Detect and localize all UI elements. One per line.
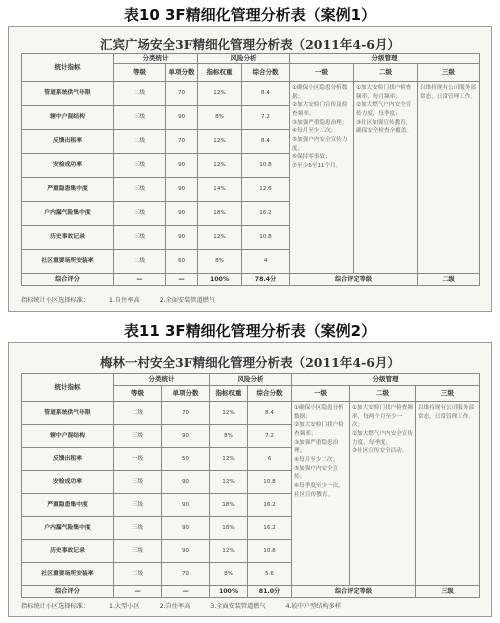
row-total: 16.2 [248,517,292,540]
header-manage: 分级管理 [290,54,480,64]
row-name: 户内漏气险集中度 [22,517,114,540]
row-name: 管道系统供气年限 [22,402,114,425]
lv2-measures: ①加大安检门找户检查频率，每月频率； ②加大燃气户内安全宣传力度，每季度； ③社区加强宣传教育，确保安全检查全覆盖。 [354,82,418,274]
row-total: 16.2 [248,494,292,517]
analysis-table-case2 [21,373,480,598]
summary-dash: — [114,586,162,598]
row-level: 一级 [114,448,162,471]
summary-dash: — [114,274,166,286]
row-weight: 12% [198,130,242,154]
summary-label: 综合评分 [22,586,114,598]
row-name: 反馈出租率 [22,130,114,154]
row-weight: 8% [198,106,242,130]
header-index: 统计指标 [22,54,114,82]
row-total: 6 [248,448,292,471]
row-level: 三级 [114,494,162,517]
header-unit-score: 单项分数 [166,64,198,82]
row-total: 16.2 [242,202,290,226]
lv2-measures: ①加大安检门找户检查频率，每两个月至少一次； ②加大燃气户内安全宣传力度，每季度； ③社区宣传安全活动。 [350,402,416,586]
header-risk: 风险分析 [210,374,292,386]
row-total: 10.8 [248,540,292,563]
summary-dash: — [166,274,198,286]
lv3-measures: 以维持现有公司服务部常态，日常管理工作。 [418,82,480,274]
row-name: 辖中户混结构 [22,425,114,448]
row-level: 二级 [114,82,166,106]
header-lv3: 三级 [416,386,480,402]
header-weight: 指标权重 [198,64,242,82]
summary-weight-sum: 100% [198,274,242,286]
row-score: 70 [166,82,198,106]
row-level: 二级 [114,250,166,274]
row-level: 三级 [114,517,162,540]
note-item: 2.全面安装管道燃气 [159,297,216,304]
header-classify: 分类统计 [114,54,198,64]
row-total: 10.8 [242,154,290,178]
row-name: 历史事故记录 [22,540,114,563]
note-item: 指标统计小区选择标准： [21,603,90,610]
row-name: 户内漏气险集中度 [22,202,114,226]
row-name: 历史事故记录 [22,226,114,250]
row-name: 严重隐患集中度 [22,494,114,517]
row-total: 8.4 [242,82,290,106]
header-unit-score: 单项分数 [162,386,210,402]
row-score: 90 [166,106,198,130]
row-name: 社区重要场所安装率 [22,250,114,274]
summary-dash: — [162,586,210,598]
row-score: 90 [162,494,210,517]
analysis-table-case1 [21,53,480,286]
row-score: 50 [162,448,210,471]
lv1-measures: ①确保小区隐患分析数据； ②加大安检门找户检查频率； ③加强严重隐患治理； ④每月至少二次； ⑤加强户内安全宣传； ⑥每季度至少一次，社区宣传教育。 [292,402,350,586]
header-total: 综合分数 [248,386,292,402]
row-score: 70 [166,130,198,154]
table-title-case1: 汇宾广场安全3F精细化管理分析表（2011年4-6月） [100,37,400,52]
row-score: 60 [166,250,198,274]
header-lv2: 二级 [350,386,416,402]
row-weight: 12% [198,82,242,106]
row-level: 三级 [114,106,166,130]
row-weight: 12% [210,448,248,471]
summary-score: 78.4分 [242,274,290,286]
note-item: 3.全面安装管道燃气 [210,603,266,610]
summary-score: 81.0分 [248,586,292,598]
row-weight: 8% [210,563,248,586]
summary-eval: 二级 [418,274,480,286]
row-total: 4 [242,250,290,274]
table-title-case2: 梅林一村安全3F精细化管理分析表（2011年4-6月） [100,355,400,370]
row-score: 70 [162,402,210,425]
row-level: 三级 [114,154,166,178]
row-weight: 12% [210,471,248,494]
lv3-measures: 以维持现有公司服务部常态，日常管理工作。 [416,402,480,586]
row-weight: 12% [198,154,242,178]
row-name: 管道系统供气年限 [22,82,114,106]
row-total: 8.4 [242,130,290,154]
note-item: 4.较中户型结构多样 [285,603,342,610]
row-weight: 14% [198,178,242,202]
summary-eval-label: 综合评定等级 [292,586,416,598]
row-level: 三级 [114,540,162,563]
summary-eval: 三级 [416,586,480,598]
row-name: 辖中户混结构 [22,106,114,130]
row-weight: 8% [198,250,242,274]
row-weight: 12% [210,402,248,425]
row-total: 12.6 [242,178,290,202]
analysis-table-card-case2 [8,342,492,617]
table-row [22,402,480,425]
row-name: 严重隐患集中度 [22,178,114,202]
row-score: 90 [162,425,210,448]
row-score: 90 [166,178,198,202]
row-score: 90 [162,471,210,494]
row-weight: 18% [210,517,248,540]
summary-eval-label: 综合评定等级 [290,274,418,286]
row-name: 安检成功率 [22,471,114,494]
row-level: 三级 [114,425,162,448]
row-total: 7.2 [248,425,292,448]
header-total: 综合分数 [242,64,290,82]
row-weight: 8% [210,425,248,448]
analysis-table-card-case1 [8,26,492,312]
row-score: 90 [162,517,210,540]
lv1-measures: ①确保小区隐患分析数据； ②加大安检门宣传及检查频率； ③加强严重隐患治理； ④每月至少二次； ⑤加强户内安全宣传力度； ⑥保持零事故； ⑦至少6至11个月。 [290,82,354,274]
header-lv3: 三级 [418,64,480,82]
row-total: 8.4 [248,402,292,425]
row-weight: 12% [198,226,242,250]
row-score: 90 [162,540,210,563]
row-level: 二级 [114,563,162,586]
row-score: 90 [166,154,198,178]
row-level: 三级 [114,202,166,226]
header-lv2: 二级 [354,64,418,82]
row-total: 7.2 [242,106,290,130]
row-weight: 12% [210,540,248,563]
header-lv1: 一级 [292,386,350,402]
header-index: 统计指标 [22,374,114,402]
note-item: 1.自住率高 [109,297,140,304]
header-risk: 风险分析 [198,54,290,64]
row-name: 社区重要场所安装率 [22,563,114,586]
header-level: 等级 [114,386,162,402]
row-total: 10.8 [242,226,290,250]
summary-label: 综合评分 [22,274,114,286]
row-level: 三级 [114,178,166,202]
note-item: 2.自住率高 [159,603,191,610]
note-item: 指标统计小区选择标准： [21,297,90,304]
row-level: 二级 [114,130,166,154]
row-level: 三级 [114,471,162,494]
row-name: 反馈出租率 [22,448,114,471]
summary-weight-sum: 100% [210,586,248,598]
row-level: 三级 [114,226,166,250]
header-lv1: 一级 [290,64,354,82]
row-level: 二级 [114,402,162,425]
header-weight: 指标权重 [210,386,248,402]
row-score: 90 [166,202,198,226]
header-classify: 分类统计 [114,374,210,386]
header-level: 等级 [114,64,166,82]
row-total: 10.8 [248,471,292,494]
header-manage: 分级管理 [292,374,480,386]
summary-row [22,274,480,286]
row-name: 安检成功率 [22,154,114,178]
row-score: 70 [162,563,210,586]
row-weight: 18% [210,494,248,517]
table-caption-case1: 表10 3F精细化管理分析表（案例1） [123,6,377,24]
row-weight: 18% [198,202,242,226]
summary-row [22,586,480,598]
table-notes-case2 [21,601,359,610]
row-score: 90 [166,226,198,250]
row-total: 5.6 [248,563,292,586]
table-notes-case1 [21,295,233,304]
note-item: 1.大型小区 [109,603,140,610]
table-row [22,82,480,106]
table-caption-case2: 表11 3F精细化管理分析表（案例2） [123,322,377,340]
